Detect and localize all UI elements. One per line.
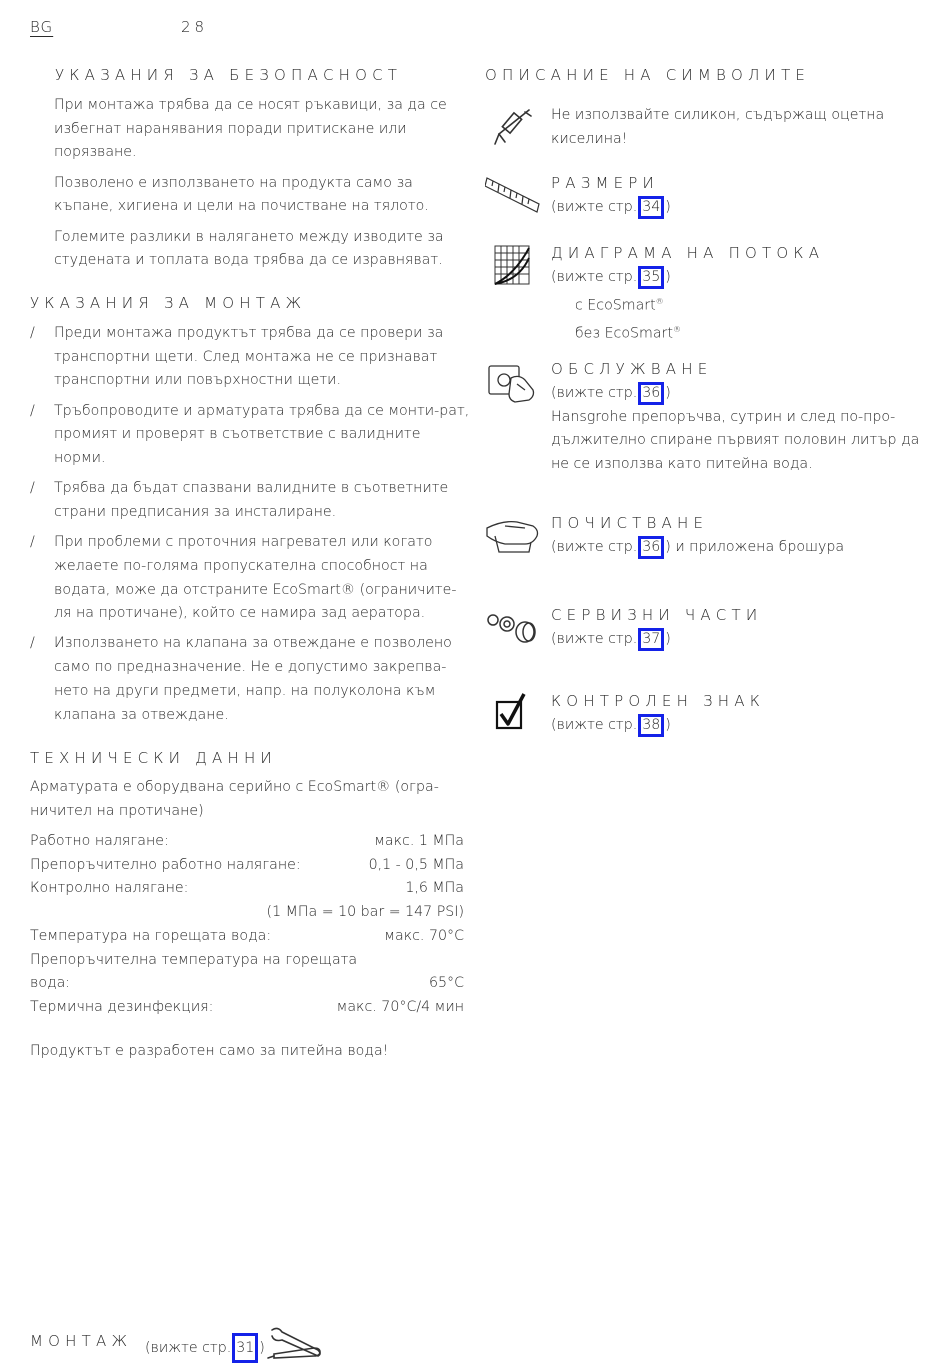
assembly-title: УКАЗАНИЯ ЗА МОНТАЖ <box>30 294 307 312</box>
assembly-list <box>30 322 470 734</box>
safety-paragraph-1: При монтажа трябва да се носят ръкавици, за да се избегнат наранявания поради притискане или порязване. <box>54 97 447 161</box>
safety-title: УКАЗАНИЯ ЗА БЕЗОПАСНОСТ <box>55 66 403 84</box>
parts-ref: (вижте стр. 37 ) <box>551 628 923 652</box>
service-text: Hansgrohe препоръчва, сутрин и след по-про-дължително спиране първият половин литър да не се използва като питейна вода. <box>551 408 920 473</box>
mark-ref: (вижте стр. 38 ) <box>551 714 923 738</box>
safety-paragraph-2: Позволено е използването на продукта само за къпане, хигиена и цели на почистване на тялото. <box>54 174 429 215</box>
list-item: / Използването на клапана за отвеждане е позволено само по предназначение. Не е допустимо закрепва-нето на други предмети, напр. на полуколона към клапана за отвеждане. <box>30 635 452 723</box>
parts-title: СЕРВИЗНИ ЧАСТИ <box>551 606 763 624</box>
spec-row: Препоръчителна температура на горещата <box>30 951 358 968</box>
flow-ref: (вижте стр. 35 ) с EcoSmart® без EcoSmart® <box>551 266 923 347</box>
spec-table <box>30 830 464 1020</box>
list-item: / Тръбопроводите и арматурата трябва да се монти-рат, промият и проверят в съответствие с валидните норми. <box>30 402 470 467</box>
spec-row: Температура на горещата вода: макс. 70°C <box>30 927 464 944</box>
language-code: BG <box>30 18 54 36</box>
spare-parts-icon <box>485 606 541 650</box>
symbol-service <box>485 360 925 480</box>
spec-row: Препоръчително работно налягане: 0,1 - 0,5 MПa <box>30 856 464 873</box>
page-link-36[interactable]: 36 <box>638 382 664 405</box>
spec-row: Термична дезинфекция: макс. 70°C/4 мин <box>30 998 464 1015</box>
dimensions-title: РАЗМЕРИ <box>551 174 660 192</box>
mark-title: КОНТРОЛЕН ЗНАК <box>551 692 766 710</box>
page-link-35[interactable]: 35 <box>638 266 664 289</box>
mounting-title: МОНТАЖ <box>30 1332 133 1350</box>
page-link-37[interactable]: 37 <box>638 628 664 651</box>
cleaning-title: ПОЧИСТВАНЕ <box>551 514 709 532</box>
dimensions-ref: (вижте стр. 34 ) <box>551 196 923 220</box>
drinking-water-note: Продуктът е разработен само за питейна вода! <box>30 1043 389 1059</box>
flow-without-ecosmart: без EcoSmart® <box>575 325 681 342</box>
silicone-gun-icon <box>485 106 541 150</box>
flow-with-ecosmart: с EcoSmart® <box>575 296 664 314</box>
symbol-mark <box>485 692 925 742</box>
symbol-cleaning <box>485 514 925 564</box>
service-title: ОБСЛУЖВАНЕ <box>551 360 713 378</box>
safety-paragraph-3: Големите разлики в налягането между изводите за студената и топлата вода трябва да се изравняват. <box>54 228 444 269</box>
safety-text <box>54 94 464 279</box>
page-link-38[interactable]: 38 <box>638 714 664 737</box>
page-number: 28 <box>181 18 209 36</box>
list-item: / Трябва да бъдат спазвани валидните в съответните страни предписания за инсталиране. <box>30 480 449 520</box>
service-ref: (вижте стр. 36 ) Hansgrohe препоръчва, сутрин и след по-про-дължително спиране първият половин литър да не се използва като питейна вода. <box>551 382 923 477</box>
tech-title: ТЕХНИЧЕСКИ ДАННИ <box>30 749 277 767</box>
symbol-flow <box>485 244 925 344</box>
cleaning-hand-icon <box>485 514 541 558</box>
spec-row: Контролно налягане: 1,6 MПa <box>30 880 464 897</box>
page-link-31[interactable]: 31 <box>232 1333 258 1363</box>
checkbox-icon <box>485 692 541 736</box>
cleaning-ref: (вижте стр. 36 ) и приложена брошура <box>551 536 923 560</box>
list-item: / Преди монтажа продуктът трябва да се провери за транспортни щети. След монтажа не се признават транспортни или повърхностни щети. <box>30 325 444 389</box>
spec-row: вода: 65°C <box>30 975 464 992</box>
flow-chart-icon <box>485 244 541 288</box>
symbol-dimensions <box>485 174 925 224</box>
page-link-36-cleaning[interactable]: 36 <box>638 536 664 559</box>
ruler-icon <box>485 174 541 218</box>
spec-row: (1 MПa = 10 bar = 147 PSI) <box>266 904 464 921</box>
mounting-ref: (вижте стр. 31 ) <box>145 1333 265 1363</box>
flow-title: ДИАГРАМА НА ПОТОКА <box>551 244 825 262</box>
symbols-title: ОПИСАНИЕ НА СИМВОЛИТЕ <box>485 66 811 84</box>
wrench-screwdriver-icon <box>266 1324 324 1364</box>
hand-faucet-icon <box>485 360 541 404</box>
symbol-silicone <box>485 104 925 164</box>
silicone-text: Не използвайте силикон, съдържащ оцетна киселина! <box>551 107 885 147</box>
symbol-parts <box>485 606 925 656</box>
page-link-34[interactable]: 34 <box>638 196 664 219</box>
spec-row: Работно налягане: макс. 1 MПa <box>30 833 464 849</box>
list-item: / При проблеми с проточния нагревател или когато желаете по-голяма пропускателна способност на водата, може да отстраните EcoSmart® (ограничите-ля на протичане), който се намира зад аератора. <box>30 534 457 622</box>
tech-intro: Арматурата е оборудвана серийно с EcoSmart® (огра-ничител на протичане) <box>30 779 439 819</box>
